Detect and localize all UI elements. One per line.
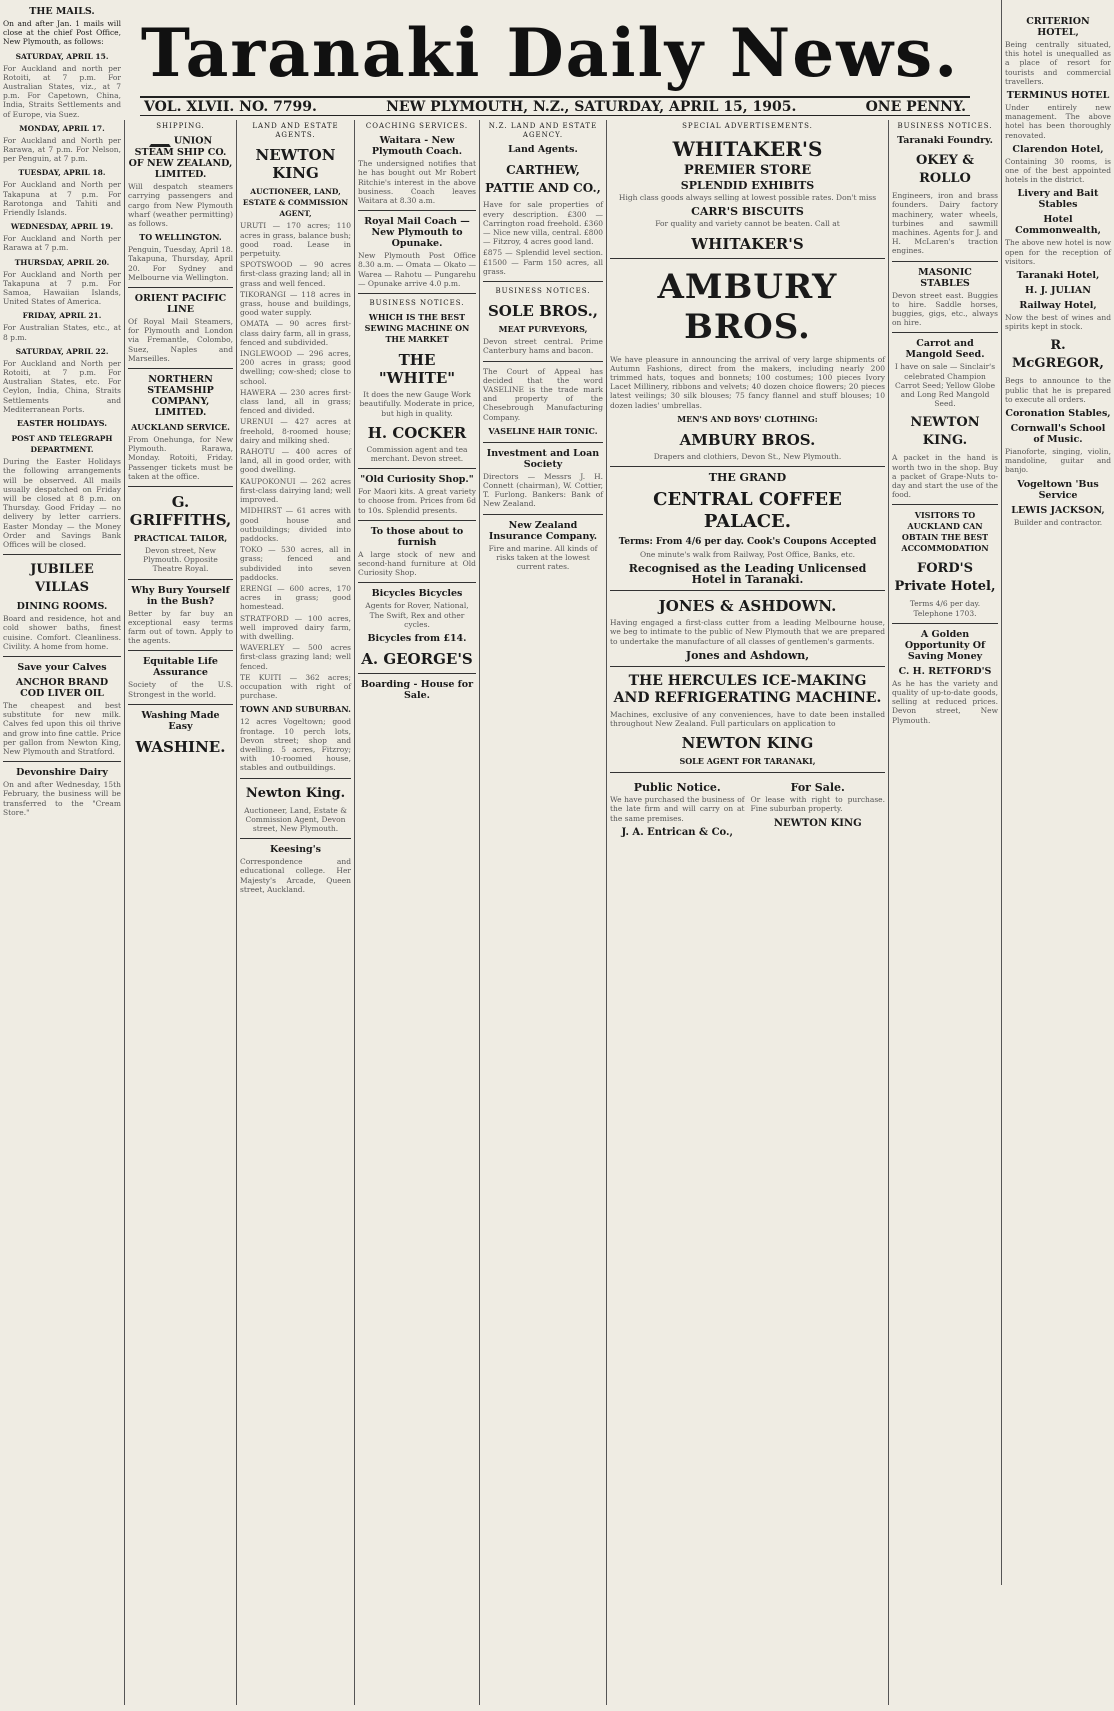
commonwealth-heading: Hotel Commonwealth, [1015, 214, 1101, 237]
whitaker-heading: WHITAKER'S [691, 234, 804, 253]
sole-agent: SOLE AGENT FOR TARANAKI, [679, 756, 816, 767]
coffee-palace-heading: CENTRAL COFFEE PALACE. [653, 489, 842, 533]
mail-day: MONDAY, APRIL 17. [19, 123, 105, 133]
volume-number: VOL. XLVII. NO. 7799. [144, 98, 317, 115]
northern-heading: NORTHERN STEAMSHIP COMPANY, LIMITED. [147, 374, 214, 419]
julian-heading: H. J. JULIAN [1025, 285, 1091, 297]
carrot-text: I have on sale — Sinclair's celebrated Champion Carrot Seed; Yellow Globe and Long Red Mangold Seed. [894, 362, 996, 409]
column-heading: COACHING SERVICES. [365, 122, 469, 130]
retford-heading: C. H. RETFORD'S [898, 665, 992, 677]
waitara-coach-heading: Waitara - New Plymouth Coach. [371, 135, 463, 158]
property-listing: URUTI — 170 acres; 110 acres in grass, balance bush; good road. Lease in perpetuity. [240, 221, 351, 259]
newton-king-text: Auctioneer, Land, Estate & Commission Agent, Devon street, New Plymouth. [244, 805, 347, 833]
white-heading: THE "WHITE" [378, 351, 456, 388]
mail-day: SATURDAY, APRIL 22. [15, 346, 109, 356]
mail-text: For Auckland and North per Rarawa, at 7 p.m. For Nelson, per Penguin, at 7 p.m. [3, 135, 121, 164]
cornwall-text: Pianoforte, singing, violin, mandoline, guitar and banjo. [1005, 447, 1111, 475]
mail-text: For Australian States, etc., at 8 p.m. [3, 323, 121, 342]
cocker-heading: H. COCKER [367, 423, 467, 442]
keesing-text: Correspondence and educational college. Her Majesty's Arcade, Queen street, Auckland. [240, 857, 351, 894]
property-listing: OMATA — 90 acres first-class dairy farm, all in grass, fenced and subdivided. [240, 319, 351, 347]
keesing-heading: Keesing's [270, 844, 321, 856]
commonwealth-text: The above new hotel is now open for the reception of visitors. [1005, 238, 1111, 266]
special-ads-column [606, 120, 888, 1705]
coronation-heading: Coronation Stables, [1005, 408, 1111, 420]
property-listing: RAHOTU — 400 acres of land, all in good order, with good dwelling. [240, 447, 351, 475]
carthew-text: Have for sale properties of every description. £300 — Carrington road freehold. £360 — Nice new villa, central. £800 — Fitzroy, 4 acres good land. [483, 200, 603, 247]
business-notices-column [888, 120, 1001, 1705]
okey-text: Engineers, iron and brass founders. Dairy factory machinery, water wheels, turbines and sawmill machines. Agents for J. and H. McLaren's traction engines. [892, 191, 998, 256]
ship-icon [149, 135, 171, 147]
george-heading: A. GEORGE'S [361, 650, 473, 669]
grape-nuts-text: A packet in the hand is worth two in the shop. Buy a packet of Grape-Nuts to-day and start the use of the food. [892, 453, 998, 500]
sole-text: Devon street central. Prime Canterbury hams and bacon. [483, 337, 603, 356]
column-heading: SPECIAL ADVERTISEMENTS. [682, 122, 813, 130]
bicycles-heading: Bicycles Bicycles [371, 588, 463, 600]
griffiths-heading: G. GRIFFITHS, [129, 493, 232, 530]
sewing-heading: WHICH IS THE BEST SEWING MACHINE ON THE MARKET [364, 312, 470, 345]
railway-heading: Railway Hotel, [1019, 300, 1097, 312]
property-listing: TE KUITI — 362 acres; occupation with right of purchase. [240, 672, 351, 701]
mail-text: For Auckland and north per Rotoiti, at 7 p.m. For Australian States, viz., at 7 p.m. For Capetown, China, India, Straits Settlements and of Europe, via Suez. [3, 63, 121, 119]
lewis-heading: LEWIS JACKSON, [1011, 504, 1105, 516]
union-text: Will despatch steamers carrying passengers and cargo from New Plymouth wharf (weather permitting) as follows. [128, 182, 233, 229]
hercules-text: Machines, exclusive of any conveniences, have to date been installed throughout New Zealand. Full particulars on application to [610, 709, 885, 729]
bicycles-text: Agents for Rover, National, The Swift, Rex and other cycles. [365, 601, 469, 629]
bottom-ads-row [610, 778, 885, 840]
union-heading: UNION STEAM SHIP CO. OF NEW ZEALAND, LIMITED. [128, 135, 233, 181]
property-listing: SPOTSWOOD — 90 acres first-class grazing land; all in grass and well fenced. [240, 260, 351, 288]
newton-king-heading: NEWTON KING [681, 734, 814, 753]
town-heading: TOWN AND SUBURBAN. [240, 704, 351, 715]
washing-heading: Washing Made Easy [141, 709, 220, 732]
terminus-text: Under entirely new management. The above hotel has been thoroughly renovated. [1005, 103, 1111, 140]
property-listing: URENUI — 427 acres at freehold, 8-roomed house; dairy and milking shed. [240, 417, 351, 445]
land-agents-heading: Land Agents. [508, 144, 578, 156]
jones-text: Having engaged a first-class cutter from a leading Melbourne house, we beg to intimate to the public of New Plymouth that we are prepared to undertake the manufacture of all classes of gentlemen's garments. [610, 618, 885, 646]
public-notice-heading: Public Notice. [633, 781, 721, 795]
property-listing: INGLEWOOD — 296 acres, 200 acres in grass; good dwelling; cow-shed; close to school. [240, 349, 351, 386]
premier-heading: PREMIER STORE [683, 163, 812, 179]
splendid-heading: SPLENDID EXHIBITS [680, 179, 815, 193]
mail-text: For Auckland and North per Rotoiti, at 7 p.m. For Australian States, etc. For Ceylon, India, China, Straits Settlements and Mediterranean Ports. [3, 358, 121, 414]
property-listing: TIKORANGI — 118 acres in grass, house and buildings, good water supply. [240, 289, 351, 318]
investment-text: Directors — Messrs J. H. Connett (chairman), W. Cottier, T. Furlong. Bankers: Bank of New Zealand. [483, 471, 603, 509]
vaseline-heading: VASELINE HAIR TONIC. [488, 425, 598, 436]
property-listing: KAUPOKONUI — 262 acres first-class dairying land; well improved. [240, 476, 351, 505]
retford-text: As he has the variety and quality of up-to-date goods, selling at reduced prices. Devon street, New Plymouth. [892, 678, 998, 725]
public-notice-ad [610, 778, 745, 840]
property-listing: STRATFORD — 100 acres, well improved dairy farm, with dwelling. [240, 613, 351, 641]
insurance-text: Fire and marine. All kinds of risks taken at the lowest current rates. [488, 543, 598, 572]
practical-tailor: PRACTICAL TAILOR, [133, 533, 228, 544]
furnish-text: A large stock of new and second-hand furniture at Old Curiosity Shop. [358, 549, 476, 578]
cornwall-heading: Cornwall's School of Music. [1010, 423, 1106, 446]
bush-text: Better by far buy an exceptional easy terms farm out of town. Apply to the agents. [128, 608, 233, 646]
griffiths-text: Devon street, New Plymouth. Opposite Theatre Royal. [143, 546, 218, 574]
mail-text: For Auckland and North per Takapuna at 7 p.m. For Samoa, Hawaiian Islands, United States of America. [3, 269, 121, 307]
livery-heading: Livery and Bait Stables [1017, 188, 1099, 211]
masthead-title: Taranaki Daily News. [140, 14, 960, 92]
property-listing: HAWERA — 230 acres first-class land, all in grass; fenced and divided. [240, 387, 351, 416]
public-notice-text: We have purchased the business of the late firm and will carry on at the same premises. [610, 795, 745, 823]
for-sale-text: Or lease with right to purchase. Fine suburban property. [750, 795, 885, 814]
property-listing: 12 acres Vogeltown; good frontage. 10 perch lots, Devon street; shop and dwelling. 5 acres, Fitzroy; with 10-roomed house, stables and outbuildings. [240, 717, 351, 773]
nz-insurance-heading: New Zealand Insurance Company. [488, 519, 598, 542]
place-date: NEW PLYMOUTH, N.Z., SATURDAY, APRIL 15, 1905. [386, 98, 797, 115]
calves-heading: Save your Calves [17, 661, 107, 673]
anchor-heading: ANCHOR BRAND COD LIVER OIL [15, 676, 109, 699]
curiosity-heading: "Old Curiosity Shop." [360, 474, 474, 486]
terminus-heading: TERMINUS HOTEL [1006, 90, 1110, 102]
property-listing: WAVERLEY — 500 acres first-class grazing land; well fenced. [240, 643, 351, 671]
grand-heading: THE GRAND [708, 471, 787, 485]
jones-heading: JONES & ASHDOWN. [658, 597, 837, 616]
column-heading: N.Z. LAND AND ESTATE AGENCY. [488, 122, 598, 140]
dining-heading: DINING ROOMS. [16, 601, 108, 613]
northern-text: From Onehunga, for New Plymouth. Rarawa, Monday. Rotoiti, Friday. Passenger tickets must be taken at the office. [128, 435, 233, 481]
devonshire-text: On and after Wednesday, 15th February, the business will be transferred to the "Cream Store." [3, 780, 121, 817]
mail-day: THURSDAY, APRIL 20. [14, 257, 110, 267]
coaching-column [354, 120, 479, 1705]
carthew-heading: CARTHEW, PATTIE AND CO., [485, 163, 601, 196]
meat-heading: MEAT PURVEYORS, [498, 324, 588, 335]
newton-king-heading: NEWTON KING [255, 146, 336, 183]
clarendon-text: Containing 30 rooms, is one of the best appointed hotels in the district. [1005, 156, 1111, 185]
carthew-text: £875 — Splendid level section. £1500 — Farm 150 acres, all grass. [483, 248, 603, 276]
recognised-heading: Recognised as the Leading Unlicensed Hotel in Taranaki. [628, 562, 867, 587]
jubilee-heading: JUBILEE VILLAS [30, 562, 94, 596]
curiosity-text: For Maori kits. A great variety to choose from. Prices from 6d to 10s. Splendid presents. [358, 487, 476, 515]
carrs-text: For quality and variety cannot be beaten. Call at [655, 219, 840, 229]
for-sale-heading: For Sale. [790, 781, 845, 795]
whitaker-text: High class goods always selling at lowest possible rates. Don't miss [618, 193, 877, 203]
column-heading: SHIPPING. [156, 122, 205, 130]
royal-mail-heading: Royal Mail Coach — New Plymouth to Opunake. [364, 216, 470, 250]
equitable-heading: Equitable Life Assurance [143, 656, 218, 679]
nz-land-column [479, 120, 606, 1705]
business-heading: BUSINESS NOTICES. [495, 287, 591, 296]
mcgregor-text: Begs to announce to the public that he is prepared to execute all orders. [1005, 376, 1111, 404]
mails-column [0, 0, 124, 1585]
timetable: New Plymouth Post Office 8.30 a.m. — Omata — Okato — Warea — Rahotu — Pungarehu — Opunake arrive 4.0 p.m. [358, 251, 476, 288]
fords-heading: FORD'S Private Hotel, [894, 561, 996, 595]
devonshire-heading: Devonshire Dairy [16, 767, 108, 779]
newton-king-heading: Newton King. [245, 785, 346, 801]
mcgregor-heading: R. McGREGOR, [1012, 338, 1104, 372]
jones-heading-2: Jones and Ashdown, [685, 648, 810, 662]
vogeltown-heading: Vogeltown 'Bus Service [1017, 478, 1099, 501]
carrot-heading: Carrot and Mangold Seed. [905, 338, 985, 361]
investment-heading: Investment and Loan Society [486, 447, 600, 470]
wellington-text: Penguin, Tuesday, April 18. Takapuna, Thursday, April 20. For Sydney and Melbourne via Wellington. [128, 245, 233, 282]
whitaker-heading: WHITAKER'S [672, 137, 823, 162]
equitable-text: Society of the U.S. Strongest in the world. [128, 680, 233, 699]
railway-text: Now the best of wines and spirits kept in stock. [1005, 313, 1111, 332]
court-text: The Court of Appeal has decided that the word VASELINE is the trade mark and property of the Chesebrough Manufacturing Company. [483, 366, 603, 422]
ambury-heading: AMBURY BROS. [679, 430, 816, 449]
mails-intro: On and after Jan. 1 mails will close at the chief Post Office, New Plymouth, as follows: [3, 19, 121, 47]
mails-heading: THE MAILS. [29, 6, 95, 17]
mail-text: For Auckland and North per Rarawa at 7 p.m. [3, 234, 121, 253]
taranaki-hotel-heading: Taranaki Hotel, [1016, 270, 1100, 282]
carrs-heading: CARR'S BISCUITS [691, 205, 804, 219]
golden-heading: A Golden Opportunity Of Saving Money [904, 628, 986, 662]
property-listing: MIDHIRST — 61 acres with good house and outbuildings; divided into paddocks. [240, 506, 351, 543]
foundry-heading: Taranaki Foundry. [897, 135, 993, 147]
mail-day: TUESDAY, APRIL 18. [18, 168, 106, 178]
sole-bros-heading: SOLE BROS., [487, 302, 599, 321]
anchor-text: The cheapest and best substitute for new milk. Calves fed upon this oil thrive and grow into fine cattle. Price per gallon from Newton King, New Plymouth and Stratford. [3, 700, 121, 756]
business-heading: BUSINESS NOTICES. [369, 299, 465, 308]
price: ONE PENNY. [865, 98, 966, 115]
dateline [140, 96, 970, 116]
hercules-heading: THE HERCULES ICE-MAKING AND REFRIGERATING MACHINE. [613, 672, 882, 706]
white-text: It does the new Gauge Work beautifully. Moderate in price, but high in quality. [359, 390, 475, 418]
column-heading: LAND AND ESTATE AGENTS. [252, 122, 339, 140]
okey-heading: OKEY & ROLLO [915, 153, 975, 187]
property-listing: TOKO — 530 acres, all in grass; fenced and subdivided into seven paddocks. [240, 545, 351, 582]
from-14-heading: Bicycles from £14. [367, 633, 467, 645]
entrican-heading: J. A. Entrican & Co., [621, 826, 733, 838]
mail-day: WEDNESDAY, APRIL 19. [10, 222, 114, 232]
washine-heading: WASHINE. [135, 737, 226, 756]
easter-heading: EASTER HOLIDAYS. [16, 418, 108, 429]
shipping-column [124, 120, 236, 1705]
fords-text: Terms 4/6 per day. Telephone 1703. [909, 599, 981, 618]
criterion-heading: CRITERION HOTEL, [1026, 16, 1090, 38]
for-sale-ad [751, 778, 886, 840]
ambury-heading: AMBURY BROS. [657, 266, 838, 347]
easter-text: During the Easter Holidays the following arrangements will be observed. All mails usually despatched on Friday will be closed at 8 p.m. on Thursday. Good Friday — no delivery by letter carriers. Easter Monday — the Money Order and Savings Bank Offices will be closed. [3, 457, 121, 549]
mail-day: SATURDAY, APRIL 15. [15, 51, 109, 61]
visitors-heading: VISITORS TO AUCKLAND CAN OBTAIN THE BEST ACCOMMODATION [901, 510, 989, 554]
jubilee-text: Board and residence, hot and cold shower baths, finest cuisine. Comfort. Cleanliness. Civility. A home from home. [3, 614, 121, 651]
orient-heading: ORIENT PACIFIC LINE [134, 293, 227, 316]
waitara-text: The undersigned notifies that he has bought out Mr Robert Ritchie's interest in the above business. Coach leaves Waitara at 8.30 a.m. [358, 159, 476, 206]
terms-heading: Terms: From 4/6 per day. Cook's Coupons Accepted [618, 537, 877, 548]
mail-day: FRIDAY, APRIL 21. [22, 311, 102, 321]
masonic-text: Devon street east. Buggies to hire. Saddle horses, buggies, gigs, etc., always on hire. [892, 290, 998, 328]
mail-text: For Auckland and North per Takapuna at 7 p.m. For Rarotonga and Tahiti and Friendly Islands. [3, 180, 121, 218]
ambury-sub: Drapers and clothiers, Devon St., New Plymouth. [653, 451, 842, 461]
mens-heading: MEN'S AND BOYS' CLOTHING: [677, 413, 818, 424]
coffee-text: One minute's walk from Railway, Post Office, Banks, etc. [639, 550, 856, 560]
post-dept-heading: POST AND TELEGRAPH DEPARTMENT. [11, 434, 113, 455]
orient-text: Of Royal Mail Steamers, for Plymouth and London via Fremantle, Colombo, Suez, Naples and Marseilles. [128, 317, 233, 363]
newton-king-sub: AUCTIONEER, LAND, ESTATE & COMMISSION AGENT, [242, 187, 349, 219]
newton-king-heading: NEWTON KING [773, 817, 862, 829]
property-listing: ERENGI — 600 acres, 170 acres in grass; good homestead. [240, 583, 351, 612]
boarding-heading: Boarding - House for Sale. [360, 679, 474, 702]
to-wellington: TO WELLINGTON. [139, 232, 222, 243]
newton-king-heading: NEWTON KING. [910, 415, 980, 449]
ambury-text: We have pleasure in announcing the arrival of very large shipments of Autumn Fashions, direct from the makers, including nearly 200 trimmed hats, toques and bonnets; 100 costumes; 100 pieces Ivory Lacet Millinery, ribbons and velvets; 40 dozen choice flowers; 20 pieces latest veilings; 30 silk blouses; 75 fancy flannel and stuff blouses; 10 dozen ladies' umbrellas. [610, 354, 885, 410]
furnish-heading: To those about to furnish [370, 525, 464, 548]
hotels-column [1001, 0, 1114, 1585]
masonic-heading: MASONIC STABLES [918, 266, 972, 289]
column-heading: BUSINESS NOTICES. [897, 122, 993, 130]
clarendon-heading: Clarendon Hotel, [1012, 143, 1104, 155]
auckland-service: AUCKLAND SERVICE. [131, 422, 230, 433]
cocker-text: Commission agent and tea merchant. Devon street. [366, 444, 468, 464]
criterion-text: Being centrally situated, this hotel is unequalled as a place of resort for tourists and commercial travellers. [1005, 40, 1111, 86]
lewis-text: Builder and contractor. [1013, 517, 1103, 527]
bush-heading: Why Bury Yourself in the Bush? [131, 584, 230, 607]
land-agents-column [236, 120, 354, 1705]
